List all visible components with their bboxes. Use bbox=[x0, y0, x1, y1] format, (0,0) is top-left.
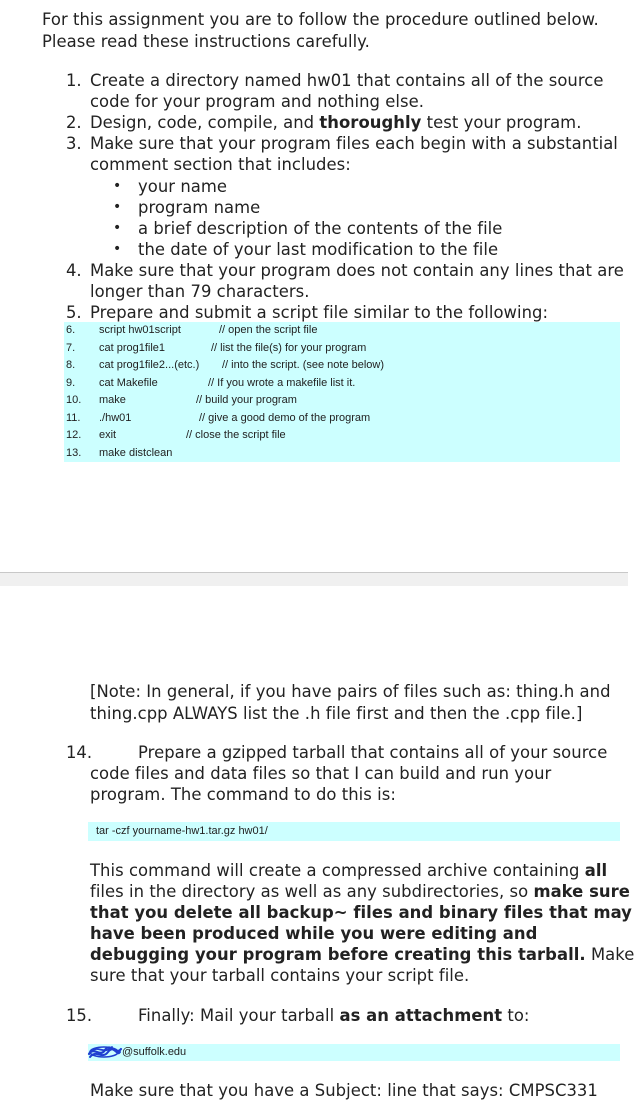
document-page-2 bbox=[0, 586, 628, 1106]
step-3-line-1: Make sure that your program files each begin with a substantial bbox=[90, 134, 618, 153]
code-command: make distclean bbox=[99, 446, 173, 459]
step-5-line-1: Prepare and submit a script file similar to the following: bbox=[90, 303, 549, 322]
bullet-icon: • bbox=[113, 178, 122, 194]
step-15-text: Finally: Mail your tarball as an attachment to: bbox=[138, 1006, 530, 1025]
step-5-number: 5. bbox=[66, 303, 82, 322]
step-1-number: 1. bbox=[66, 71, 82, 90]
intro-line-1: For this assignment you are to follow the procedure outlined below. bbox=[42, 10, 599, 29]
email-address[interactable]: @suffolk.edu bbox=[122, 1046, 187, 1058]
step-4-number: 4. bbox=[66, 261, 82, 280]
code-command: cat Makefile bbox=[99, 376, 158, 389]
code-command: make bbox=[99, 394, 126, 406]
step-3-number: 3. bbox=[66, 134, 82, 153]
step-2-text: Design, code, compile, and thoroughly test your program. bbox=[90, 113, 582, 132]
step-1-line-1: Create a directory named hw01 that contains all of the source bbox=[90, 71, 604, 90]
code-comment: // into the script. (see note below) bbox=[222, 359, 385, 371]
step-2-number: 2. bbox=[66, 113, 82, 132]
step-15-number: 15. bbox=[66, 1006, 93, 1025]
code-comment: // give a good demo of the program bbox=[199, 411, 371, 424]
code-command: script hw01script bbox=[99, 324, 181, 336]
step-14-number: 14. bbox=[66, 743, 93, 762]
step-4-line-2: longer than 79 characters. bbox=[90, 282, 310, 301]
code-command: cat prog1file2...(etc.) bbox=[99, 359, 200, 371]
closing-line-1: Make sure that you have a Subject: line that says: CMPSC331 bbox=[90, 1081, 598, 1100]
bullet-icon: • bbox=[113, 220, 122, 236]
code-comment: // list the file(s) for your program bbox=[211, 341, 367, 354]
step-1-line-2: code for your program and nothing else. bbox=[90, 92, 424, 111]
code-comment: // If you wrote a makefile list it. bbox=[208, 376, 356, 389]
code-line-number: 7. bbox=[66, 341, 76, 354]
bullet-icon: • bbox=[113, 241, 122, 257]
step-14-line-3: program. The command to do this is: bbox=[90, 785, 396, 804]
code-comment: // close the script file bbox=[186, 429, 286, 441]
code-line-number: 9. bbox=[66, 376, 76, 389]
code-comment: // open the script file bbox=[219, 324, 318, 336]
tar-command: tar -czf yourname-hw1.tar.gz hw01/ bbox=[96, 825, 268, 837]
bullet-icon: • bbox=[113, 199, 122, 215]
code-line-number: 6. bbox=[66, 324, 76, 336]
step-4-line-1: Make sure that your program does not contain any lines that are bbox=[90, 261, 624, 280]
bullet-item: your name bbox=[138, 177, 227, 196]
code-line-number: 10. bbox=[66, 394, 82, 406]
bullet-item: program name bbox=[138, 198, 261, 217]
para-line-4: have been produced while you were editing and bbox=[90, 924, 538, 943]
bullet-item: a brief description of the contents of the file bbox=[138, 219, 503, 238]
step-3-line-2: comment section that includes: bbox=[90, 155, 351, 174]
bullet-item: the date of your last modification to the file bbox=[138, 240, 499, 259]
note-line-2: thing.cpp ALWAYS list the .h file first and then the .cpp file.] bbox=[90, 704, 583, 723]
redaction-scribble-icon bbox=[86, 1042, 124, 1062]
para-line-2: files in the directory as well as any subdirectories, so make sure bbox=[90, 882, 630, 901]
step-14-line-2: code files and data files so that I can build and run your bbox=[90, 764, 552, 783]
code-command: exit bbox=[99, 429, 117, 441]
code-line-number: 11. bbox=[66, 411, 81, 424]
code-command: cat prog1file1 bbox=[99, 341, 166, 354]
para-line-3: that you delete all backup~ files and binary files that may bbox=[90, 903, 632, 922]
code-line-number: 12. bbox=[66, 429, 82, 441]
page-break bbox=[0, 572, 628, 587]
code-line-number: 13. bbox=[66, 446, 82, 459]
code-line-number: 8. bbox=[66, 359, 76, 371]
step-14-line-1: Prepare a gzipped tarball that contains all of your source bbox=[138, 743, 608, 762]
para-line-5: debugging your program before creating this tarball. Make bbox=[90, 945, 634, 964]
intro-line-2: Please read these instructions carefully. bbox=[42, 32, 370, 51]
note-line-1: [Note: In general, if you have pairs of files such as: thing.h and bbox=[90, 682, 611, 701]
code-comment: // build your program bbox=[196, 394, 297, 406]
para-line-6: sure that your tarball contains your script file. bbox=[90, 966, 470, 985]
para-line-1: This command will create a compressed archive containing all bbox=[90, 861, 608, 880]
code-command: ./hw01 bbox=[99, 411, 132, 424]
